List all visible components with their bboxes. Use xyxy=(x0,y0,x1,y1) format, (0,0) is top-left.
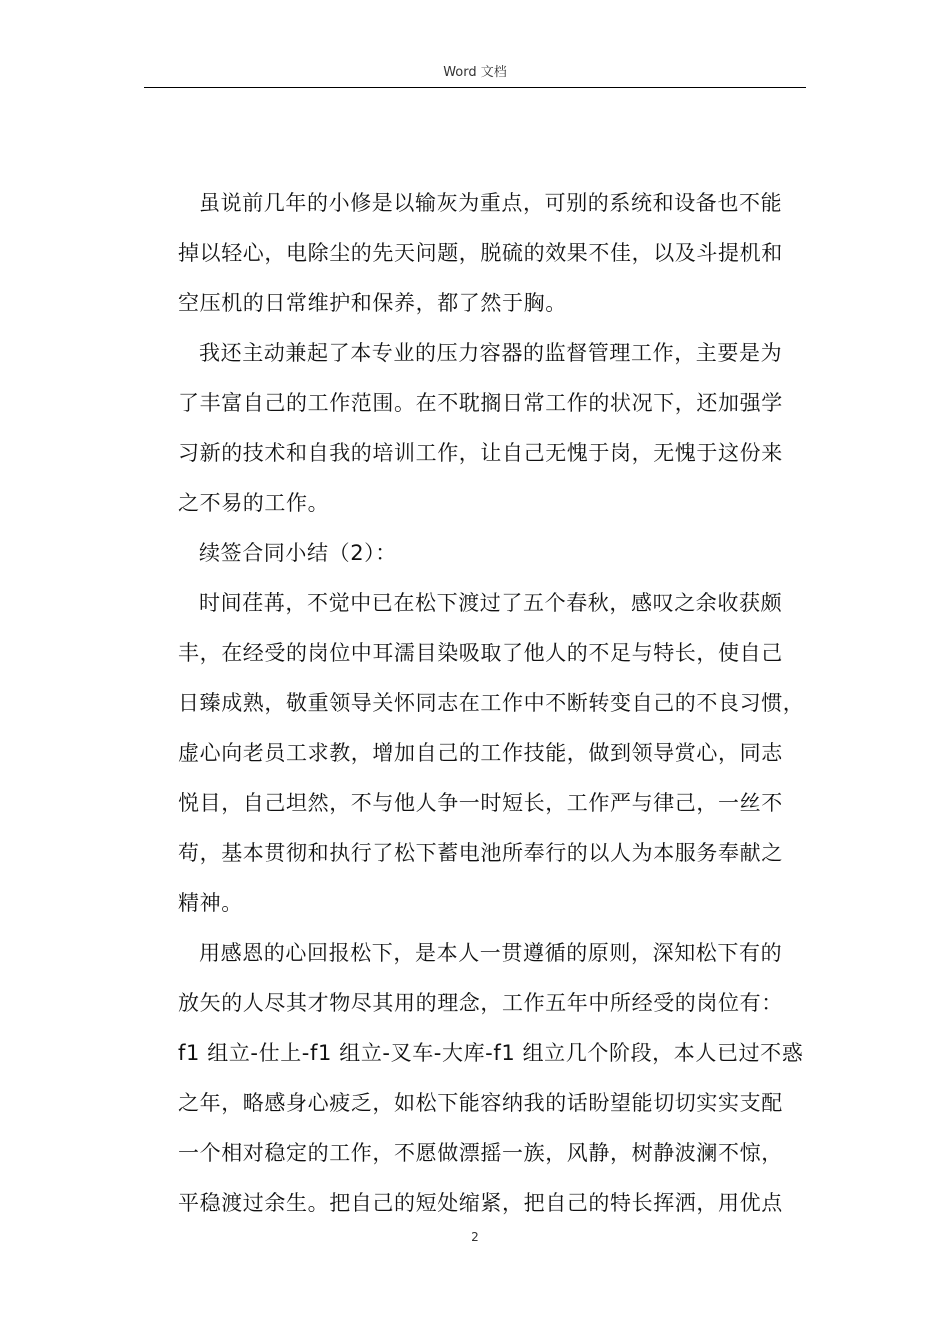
paragraph-line: 日臻成熟，敬重领导关怀同志在工作中不断转变自己的不良习惯， xyxy=(178,691,805,715)
paragraph-line: 之不易的工作。 xyxy=(178,491,330,515)
paragraph-line: 虚心向老员工求教，增加自己的工作技能，做到领导赏心，同志 xyxy=(178,741,783,765)
page-number: 2 xyxy=(471,1230,479,1244)
document-body xyxy=(178,178,818,1228)
header-divider xyxy=(144,87,806,88)
paragraph-line: 苟，基本贯彻和执行了松下蓄电池所奉行的以人为本服务奉献之 xyxy=(178,841,783,865)
paragraph-line: 空压机的日常维护和保养，都了然于胸。 xyxy=(178,291,567,315)
page-header: Word 文档 xyxy=(443,65,507,80)
paragraph-line: 习新的技术和自我的培训工作，让自己无愧于岗，无愧于这份来 xyxy=(178,441,783,465)
paragraph-line: 放矢的人尽其才物尽其用的理念，工作五年中所经受的岗位有： xyxy=(178,991,783,1015)
paragraph-line: 丰，在经受的岗位中耳濡目染吸取了他人的不足与特长，使自己 xyxy=(178,641,783,665)
paragraph-line: 一个相对稳定的工作，不愿做漂摇一族，风静，树静波澜不惊， xyxy=(178,1141,783,1165)
paragraph-line: 了丰富自己的工作范围。在不耽搁日常工作的状况下，还加强学 xyxy=(178,391,783,415)
section-heading: 续签合同小结（2）： xyxy=(199,541,397,565)
paragraph-line: 时间荏苒，不觉中已在松下渡过了五个春秋，感叹之余收获颇 xyxy=(199,591,783,615)
paragraph-line: 虽说前几年的小修是以输灰为重点，可别的系统和设备也不能 xyxy=(199,191,783,215)
paragraph-line: 掉以轻心，电除尘的先天问题，脱硫的效果不佳，以及斗提机和 xyxy=(178,241,783,265)
paragraph-line: 悦目，自己坦然，不与他人争一时短长，工作严与律己，一丝不 xyxy=(178,791,783,815)
paragraph-line: 之年，略感身心疲乏，如松下能容纳我的话盼望能切切实实支配 xyxy=(178,1091,783,1115)
paragraph-line: f1 组立-仕上-f1 组立-叉车-大库-f1 组立几个阶段，本人已过不惑 xyxy=(178,1041,804,1065)
paragraph-line: 精神。 xyxy=(178,891,243,915)
paragraph-line: 用感恩的心回报松下，是本人一贯遵循的原则，深知松下有的 xyxy=(199,941,783,965)
paragraph-line: 平稳渡过余生。把自己的短处缩紧，把自己的特长挥洒，用优点 xyxy=(178,1191,783,1215)
paragraph-line: 我还主动兼起了本专业的压力容器的监督管理工作，主要是为 xyxy=(199,341,783,365)
